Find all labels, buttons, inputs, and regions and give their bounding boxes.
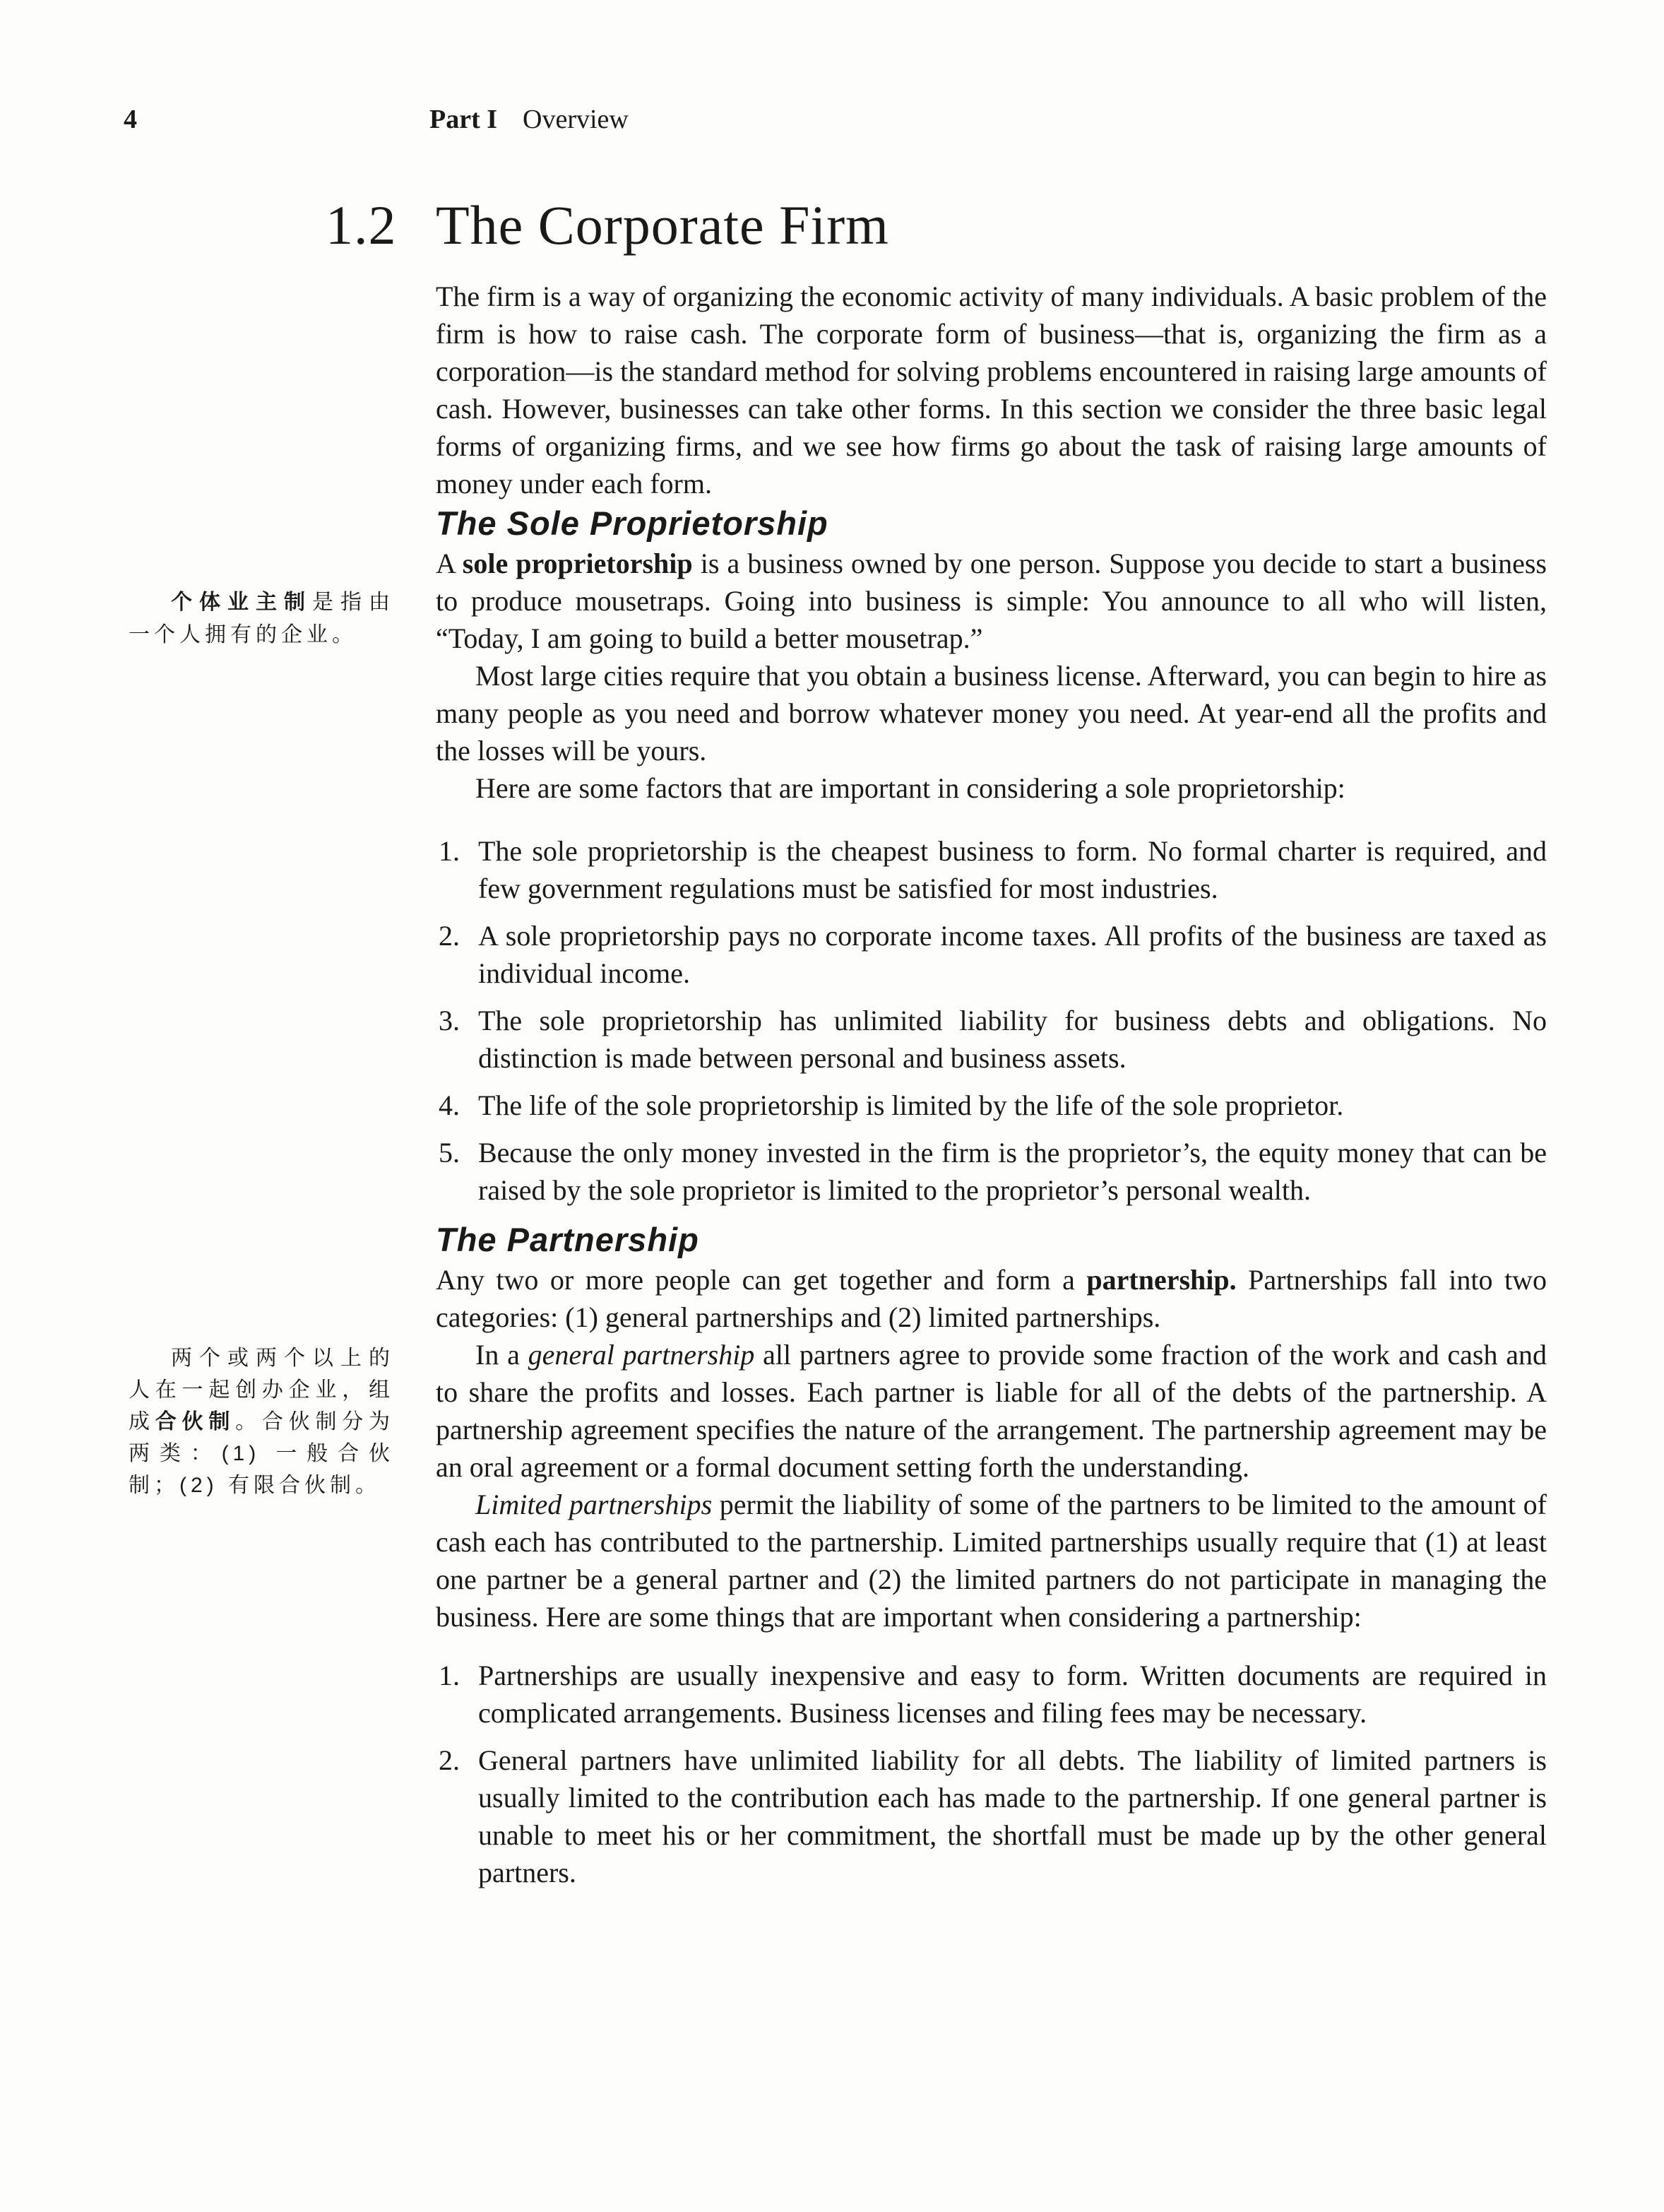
list-item-text: A sole proprietorship pays no corporate income taxes. All profits of the business are taxed as individual income. [478,920,1547,989]
list-item-number: 2. [439,920,460,952]
partnership-paragraph-2: In a general partnership all partners agree to provide some fraction of the work and cash and to share the profits and losses. Each partner is liable for all of the debts of the partnership. A partnership agreement specifies the nature of the arrangement. The partnership agreement may be an oral agreement or a formal document setting forth the understanding. [436,1339,1547,1483]
intro-paragraph: The firm is a way of organizing the economic activity of many individuals. A basic problem of the firm is how to raise cash. The corporate form of business—that is, organizing the firm as a corporation—is the standard method for solving problems encountered in raising large amounts of cash. However, businesses can take other forms. In this section we consider the three basic legal forms of organizing firms, and we see how firms go about the task of raising large amounts of money under each form. [436,280,1547,499]
sole-paragraph-2: Most large cities require that you obtain a business license. Afterward, you can begin to hire as many people as you need and borrow whatever money you need. At year-end all the profits and the losses will be yours. [436,660,1547,767]
list-item-number: 1. [439,835,460,867]
list-item-number: 1. [439,1660,460,1691]
list-item-number: 5. [439,1137,460,1169]
sole-paragraph-3: Here are some factors that are important in considering a sole proprietorship: [475,772,1345,804]
list-item [436,832,1547,907]
list-item-text: Because the only money invested in the firm is the proprietor’s, the equity money that can be raised by the sole proprietor is limited to the proprietor’s personal wealth. [478,1137,1547,1206]
list-item-text: The sole proprietorship is the cheapest business to form. No formal charter is required, and few government regulations must be satisfied for most industries. [478,835,1547,904]
partnership-considerations-list [436,1657,1547,1891]
running-head-title: Overview [523,105,629,134]
list-item-text: The sole proprietorship has unlimited liability for business debts and obligations. No distinction is made between personal and business assets. [478,1005,1547,1074]
partnership-paragraph-3: Limited partnerships permit the liability of some of the partners to be limited to the amount of cash each has contributed to the partnership. Limited partnerships usually require that (1) at least one partner be a general partner and (2) the limited partners do not participate in managing the business. Here are some things that are important when considering a partnership: [436,1489,1547,1633]
page-number: 4 [124,105,137,134]
list-item [436,1087,1547,1124]
subsection-heading-sole-proprietorship: The Sole Proprietorship [436,504,828,542]
list-item-number: 4. [439,1089,460,1121]
section-title: The Corporate Firm [436,194,889,256]
section-heading [326,194,1547,256]
list-item [436,1134,1547,1209]
main-text-column [326,0,1547,1901]
section-number: 1.2 [326,194,397,256]
sole-paragraph-1: A sole proprietorship is a business owned by one person. Suppose you decide to start a business to produce mousetraps. Going into business is simple: You announce to all who will listen, “Today, I am going to build a better mousetrap.” [436,548,1547,654]
partnership-paragraph-1: Any two or more people can get together and form a partnership. Partnerships fall into two categories: (1) general partnerships and (2) limited partnerships. [436,1264,1547,1333]
list-item [436,1002,1547,1077]
list-item [436,1657,1547,1732]
list-item-text: The life of the sole proprietorship is limited by the life of the sole proprietor. [478,1089,1344,1121]
sole-proprietorship-factors-list [436,832,1547,1209]
list-item [436,917,1547,992]
list-item-text: Partnerships are usually inexpensive and easy to form. Written documents are required in complicated arrangements. Business licenses and filing fees may be necessary. [478,1660,1547,1729]
list-item-text: General partners have unlimited liability for all debts. The liability of limited partners is usually limited to the contribution each has made to the partnership. If one general partner is unable to meet his or her commitment, the shortfall must be made up by the other general partners. [478,1744,1547,1888]
subsection-heading-partnership: The Partnership [436,1221,699,1258]
list-item-number: 3. [439,1005,460,1036]
margin-note-partnership: 两个或两个以上的人在一起创办企业，组成合伙制。合伙制分为两类：(1) 一般合伙制；(2) 有限合伙制。 [129,1347,395,1497]
running-head-part: Part I [429,105,498,134]
margin-note-sole-proprietorship: 个体业主制是指由一个人拥有的企业。 [129,591,394,646]
list-item [436,1741,1547,1891]
list-item-number: 2. [439,1744,460,1776]
